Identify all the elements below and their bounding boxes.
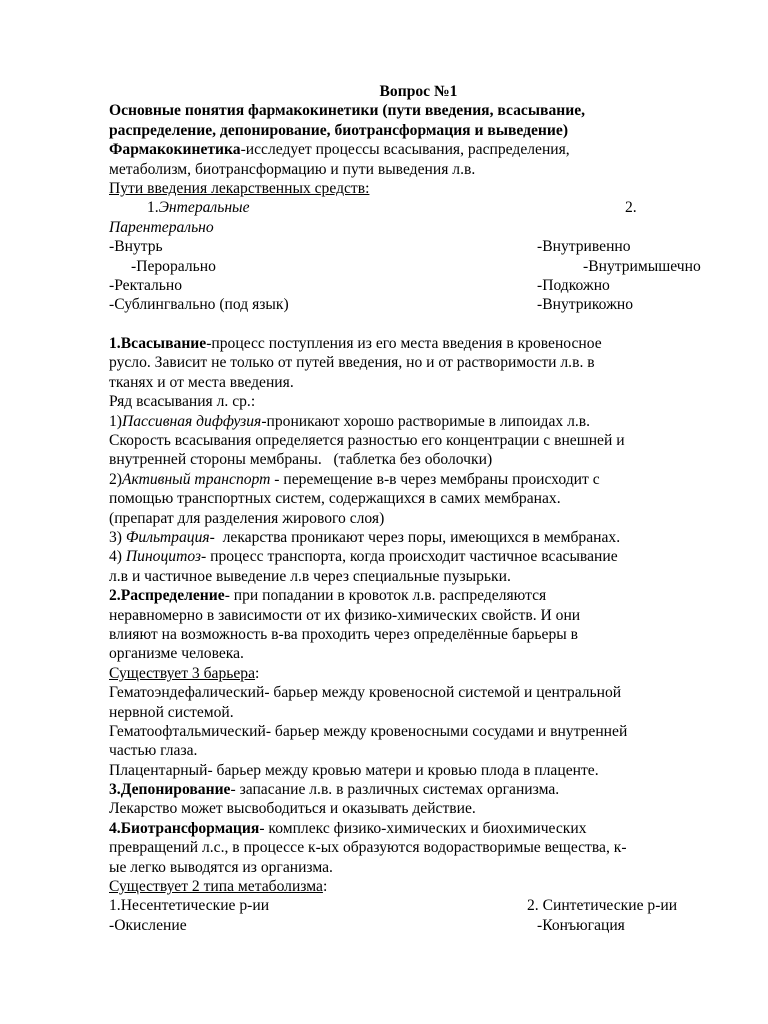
item-number: 2)	[109, 470, 122, 488]
enteral-route-2: -Перорально	[131, 257, 216, 275]
distribution-line-2: неравномерно в зависимости от их физико-химических свойств. И они	[109, 606, 581, 624]
absorption-term: 1.Всасывание	[109, 335, 207, 353]
pinocytosis-text: - процесс транспорта, когда происходит частичное всасывание	[201, 548, 618, 566]
topic-heading-line-2: распределение, депонирование, биотрансформация и выведение)	[109, 121, 569, 139]
passive-diffusion-line-2: Скорость всасывания определяется разностью его концентрации с внешней и	[109, 432, 625, 450]
distribution-line-3: влияют на возможность в-ва проходить через определённые барьеры в	[109, 625, 578, 643]
filtration	[109, 528, 728, 547]
routes-row-2	[109, 257, 728, 276]
definition-term: Фармакокинетика	[109, 141, 241, 159]
barrier-2-line-1: Гематоофтальмический- барьер между кровеносными сосудами и внутренней	[109, 722, 628, 740]
passive-diffusion-text: -проникают хорошо растворимые в липоидах л.в.	[261, 412, 591, 430]
biotransformation-term: 4.Биотрансформация	[109, 819, 260, 837]
synthetic-reactions: 2. Синтетические р-ии	[527, 897, 678, 915]
metabolism-row-2	[109, 916, 728, 935]
routes-row-3	[109, 276, 728, 295]
barrier-1-line-1: Гематоэндефалический- барьер между кровеносной системой и центральной	[109, 684, 622, 702]
passive-diffusion-line-3: внутренней стороны мембраны. (таблетка без оболочки)	[109, 451, 493, 469]
pinocytosis	[109, 547, 728, 566]
parenteral-route-4: -Внутрикожно	[537, 296, 633, 314]
metabolism-types-heading	[109, 877, 728, 896]
enteral-route-3: -Ректально	[109, 276, 183, 294]
distribution-term: 2.Распределение	[109, 587, 225, 605]
active-transport-line-2: помощью транспортных систем, содержащихся в самих мембранах.	[109, 490, 561, 508]
absorption-line-3: тканях и от места введения.	[109, 373, 294, 391]
definition-line-2: метаболизм, биотрансформацию и пути выведения л.в.	[109, 160, 476, 178]
pinocytosis-line-2: л.в и частичное выведение л.в через специальные пузырьки.	[109, 567, 511, 585]
colon: :	[255, 664, 260, 682]
active-transport-text: - перемещение в-в через мембраны происходит с	[270, 470, 600, 488]
enteral-category	[109, 198, 575, 217]
filtration-text: - лекарства проникают через поры, имеющихся в мембранах.	[209, 528, 621, 546]
deposition-text: - запасание л.в. в различных системах организма.	[230, 781, 560, 799]
distribution-line-4: организме человека.	[109, 645, 244, 663]
item-number: 1)	[109, 412, 122, 430]
absorption-text: -процесс поступления из его места введения в кровеносное	[206, 335, 602, 353]
conjugation: -Конъюгация	[537, 916, 625, 934]
biotransformation-line-2: превращений л.с., в процессе к-ых образуются водорастворимые вещества, к-	[109, 839, 627, 857]
parenteral-number: 2.	[625, 199, 637, 217]
absorption-definition	[109, 334, 728, 353]
metabolism-row-1	[109, 896, 728, 915]
active-transport-line-3: (препарат для разделения жирового слоя)	[109, 509, 385, 527]
passive-diffusion-term: Пассивная диффузия	[122, 412, 262, 430]
enteral-route-1: -Внутрь	[109, 238, 163, 256]
barrier-2-line-2: частью глаза.	[109, 742, 198, 760]
non-synthetic-reactions: 1.Несентетические р-ии	[109, 897, 270, 915]
passive-diffusion	[109, 412, 728, 431]
enteral-number: 1.	[147, 199, 159, 217]
parenteral-route-1: -Внутривенно	[537, 238, 631, 256]
deposition-term: 3.Депонирование	[109, 781, 231, 799]
item-number: 4)	[109, 548, 126, 566]
routes-row-1	[109, 237, 728, 256]
distribution-text: - при попадании в кровоток л.в. распределяются	[224, 587, 547, 605]
barrier-1-line-2: нервной системой.	[109, 703, 234, 721]
biotransformation-text: - комплекс физико-химических и биохимических	[259, 819, 587, 837]
distribution-definition	[109, 586, 728, 605]
absorption-line-2: русло. Зависит не только от путей введения, но и от растворимости л.в. в	[109, 354, 595, 372]
routes-categories	[109, 198, 728, 217]
topic-heading-line-1: Основные понятия фармакокинетики (пути введения, всасывание,	[109, 102, 586, 120]
deposition-line-2: Лекарство может высвободиться и оказывать действие.	[109, 800, 476, 818]
active-transport	[109, 470, 728, 489]
spacer	[109, 315, 728, 334]
oxidation: -Окисление	[109, 916, 187, 934]
absorption-series-heading: Ряд всасывания л. ср.:	[109, 393, 256, 411]
item-number: 3)	[109, 528, 126, 546]
enteral-label: Энтеральные	[158, 199, 250, 217]
barriers-heading-text: Существует 3 барьера	[109, 664, 256, 682]
filtration-term: Фильтрация	[125, 528, 210, 546]
enteral-route-4: -Сублингвально (под язык)	[109, 296, 289, 314]
routes-row-4	[109, 295, 728, 314]
pharmacokinetics-definition	[109, 140, 728, 159]
deposition-definition	[109, 780, 728, 799]
question-title: Вопрос №1	[379, 83, 458, 100]
barriers-heading	[109, 664, 728, 683]
metabolism-types-heading-text: Существует 2 типа метаболизма	[109, 878, 323, 896]
parenteral-route-3: -Подкожно	[537, 276, 610, 294]
pinocytosis-term: Пиноцитоз	[125, 548, 202, 566]
routes-heading: Пути введения лекарственных средств:	[109, 179, 370, 197]
parenteral-label: Парентерально	[109, 218, 214, 236]
active-transport-term: Активный транспорт	[122, 470, 271, 488]
parenteral-route-2: -Внутримышечно	[583, 257, 701, 275]
barrier-3: Плацентарный- барьер между кровью матери и кровью плода в плаценте.	[109, 761, 599, 779]
biotransformation-definition	[109, 819, 728, 838]
definition-text: -исследует процессы всасывания, распределения,	[240, 141, 570, 159]
biotransformation-line-3: ые легко выводятся из организма.	[109, 858, 333, 876]
colon: :	[322, 878, 328, 896]
